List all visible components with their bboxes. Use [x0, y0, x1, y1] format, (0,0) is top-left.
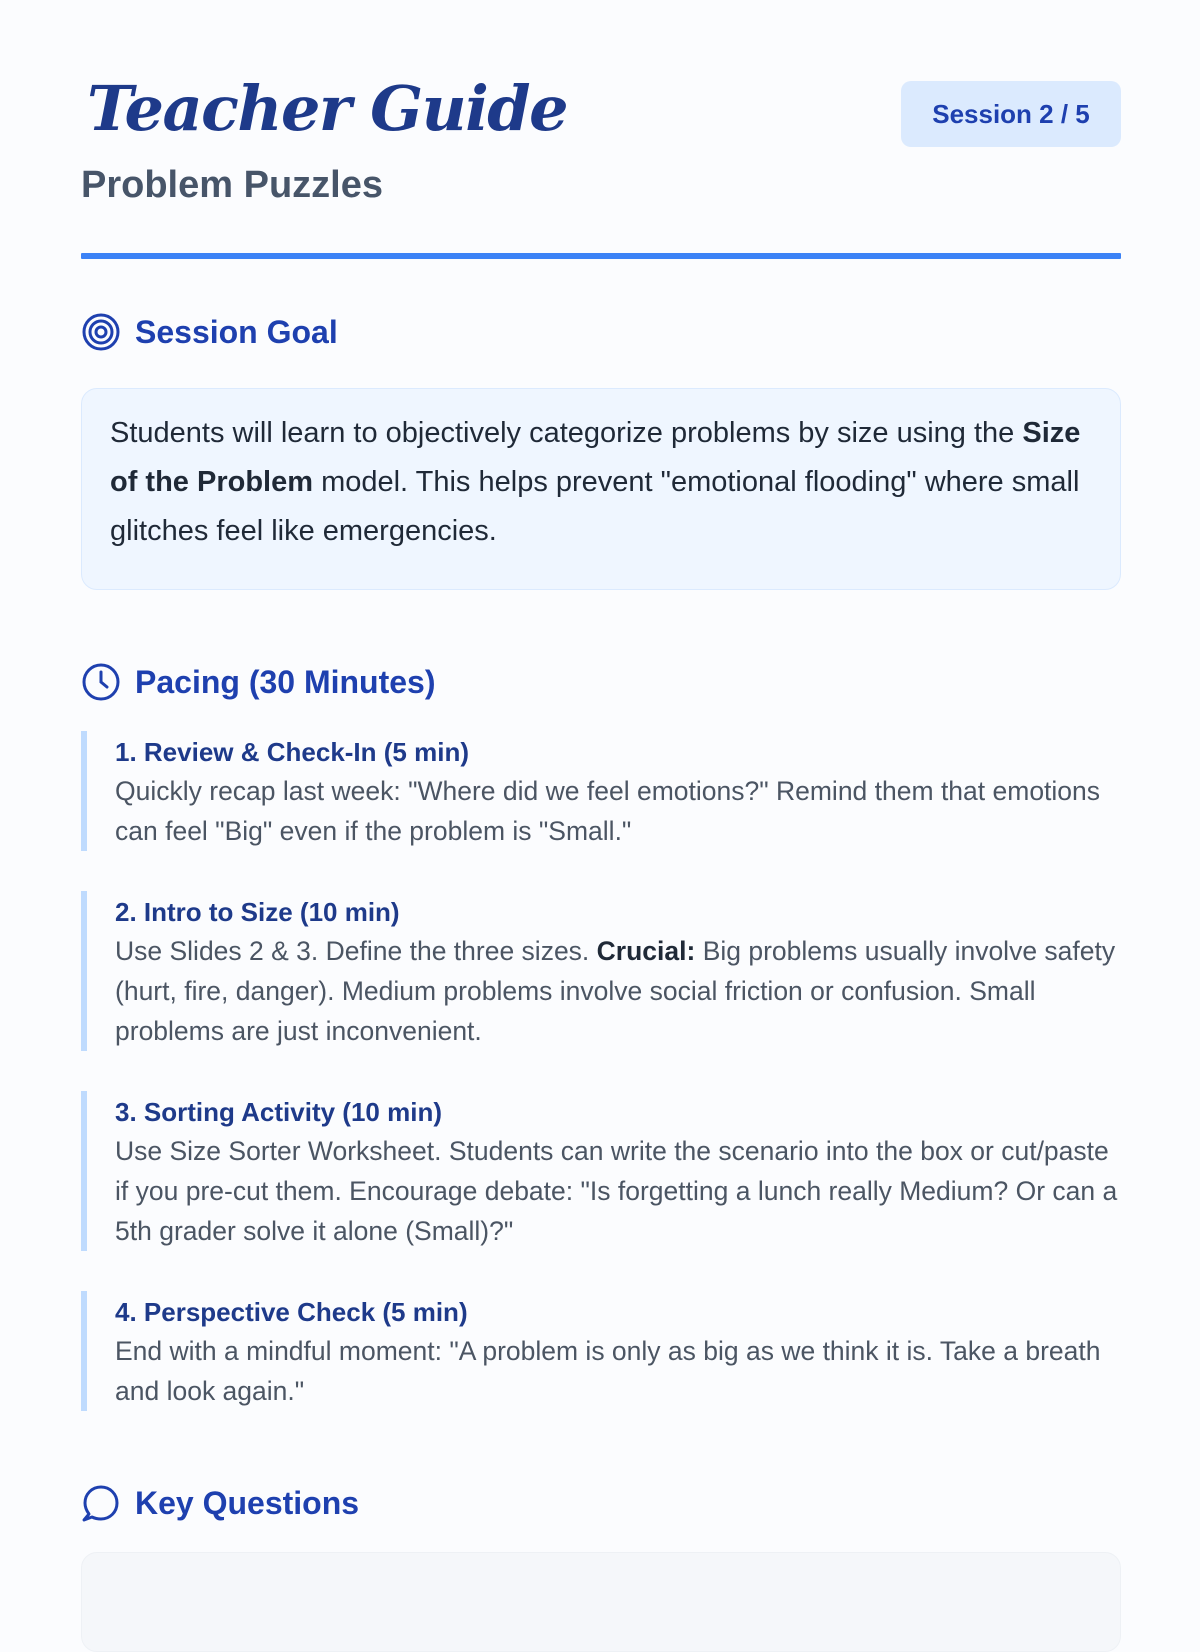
pacing-item-title: 3. Sorting Activity (10 min): [115, 1097, 442, 1127]
pacing-item-title: 1. Review & Check-In (5 min): [115, 737, 469, 767]
page-subtitle: Problem Puzzles: [81, 164, 383, 206]
crucial-label: Crucial:: [596, 936, 696, 966]
pacing-item-body: Use Slides 2 & 3. Define the three sizes. Crucial: Big problems usually involve safety (hurt, fire, danger). Medium problems involve social friction or confusion. Small problems are just inconvenient.: [115, 936, 1116, 1046]
key-questions-heading: [81, 1483, 359, 1523]
page-title: Teacher Guide: [87, 72, 568, 145]
header-divider: [81, 253, 1121, 259]
pacing-item-sorting: [81, 1091, 1121, 1251]
session-goal-box: [81, 388, 1121, 590]
goal-model-name: Size of the Problem: [110, 417, 1081, 498]
session-goal-title: Session Goal: [135, 314, 338, 350]
pacing-item-body: End with a mindful moment: "A problem is only as big as we think it is. Take a breath and look again.": [115, 1336, 1101, 1406]
session-goal-text: Students will learn to objectively categorize problems by size using the Size of the Problem model. This helps prevent "emotional flooding" where small glitches feel like emergencies.: [110, 417, 1081, 547]
key-questions-box: [81, 1552, 1121, 1652]
pacing-heading: [81, 662, 436, 702]
session-goal-heading: [81, 312, 338, 352]
clock-icon: [81, 662, 121, 702]
pacing-item-intro: [81, 891, 1121, 1051]
pacing-item-title: 4. Perspective Check (5 min): [115, 1297, 468, 1327]
guide-header: [81, 0, 1121, 262]
pacing-item-body: Use Size Sorter Worksheet. Students can write the scenario into the box or cut/paste if you pre-cut them. Encourage debate: "Is forgetting a lunch really Medium? Or can a 5th grader solve it alone (Small)?": [115, 1136, 1118, 1246]
key-questions-title: Key Questions: [135, 1485, 360, 1521]
speech-bubble-icon: [81, 1483, 121, 1523]
target-icon: [81, 312, 121, 352]
pacing-item-perspective: [81, 1291, 1121, 1411]
pacing-title: Pacing (30 Minutes): [135, 664, 436, 700]
pacing-item-body: Quickly recap last week: "Where did we feel emotions?" Remind them that emotions can feel "Big" even if the problem is "Small.": [115, 776, 1101, 846]
session-badge: Session 2 / 5: [901, 81, 1121, 147]
pacing-item-review: [81, 731, 1121, 851]
pacing-item-title: 2. Intro to Size (10 min): [115, 897, 400, 927]
teacher-guide-page: [81, 0, 1121, 1521]
